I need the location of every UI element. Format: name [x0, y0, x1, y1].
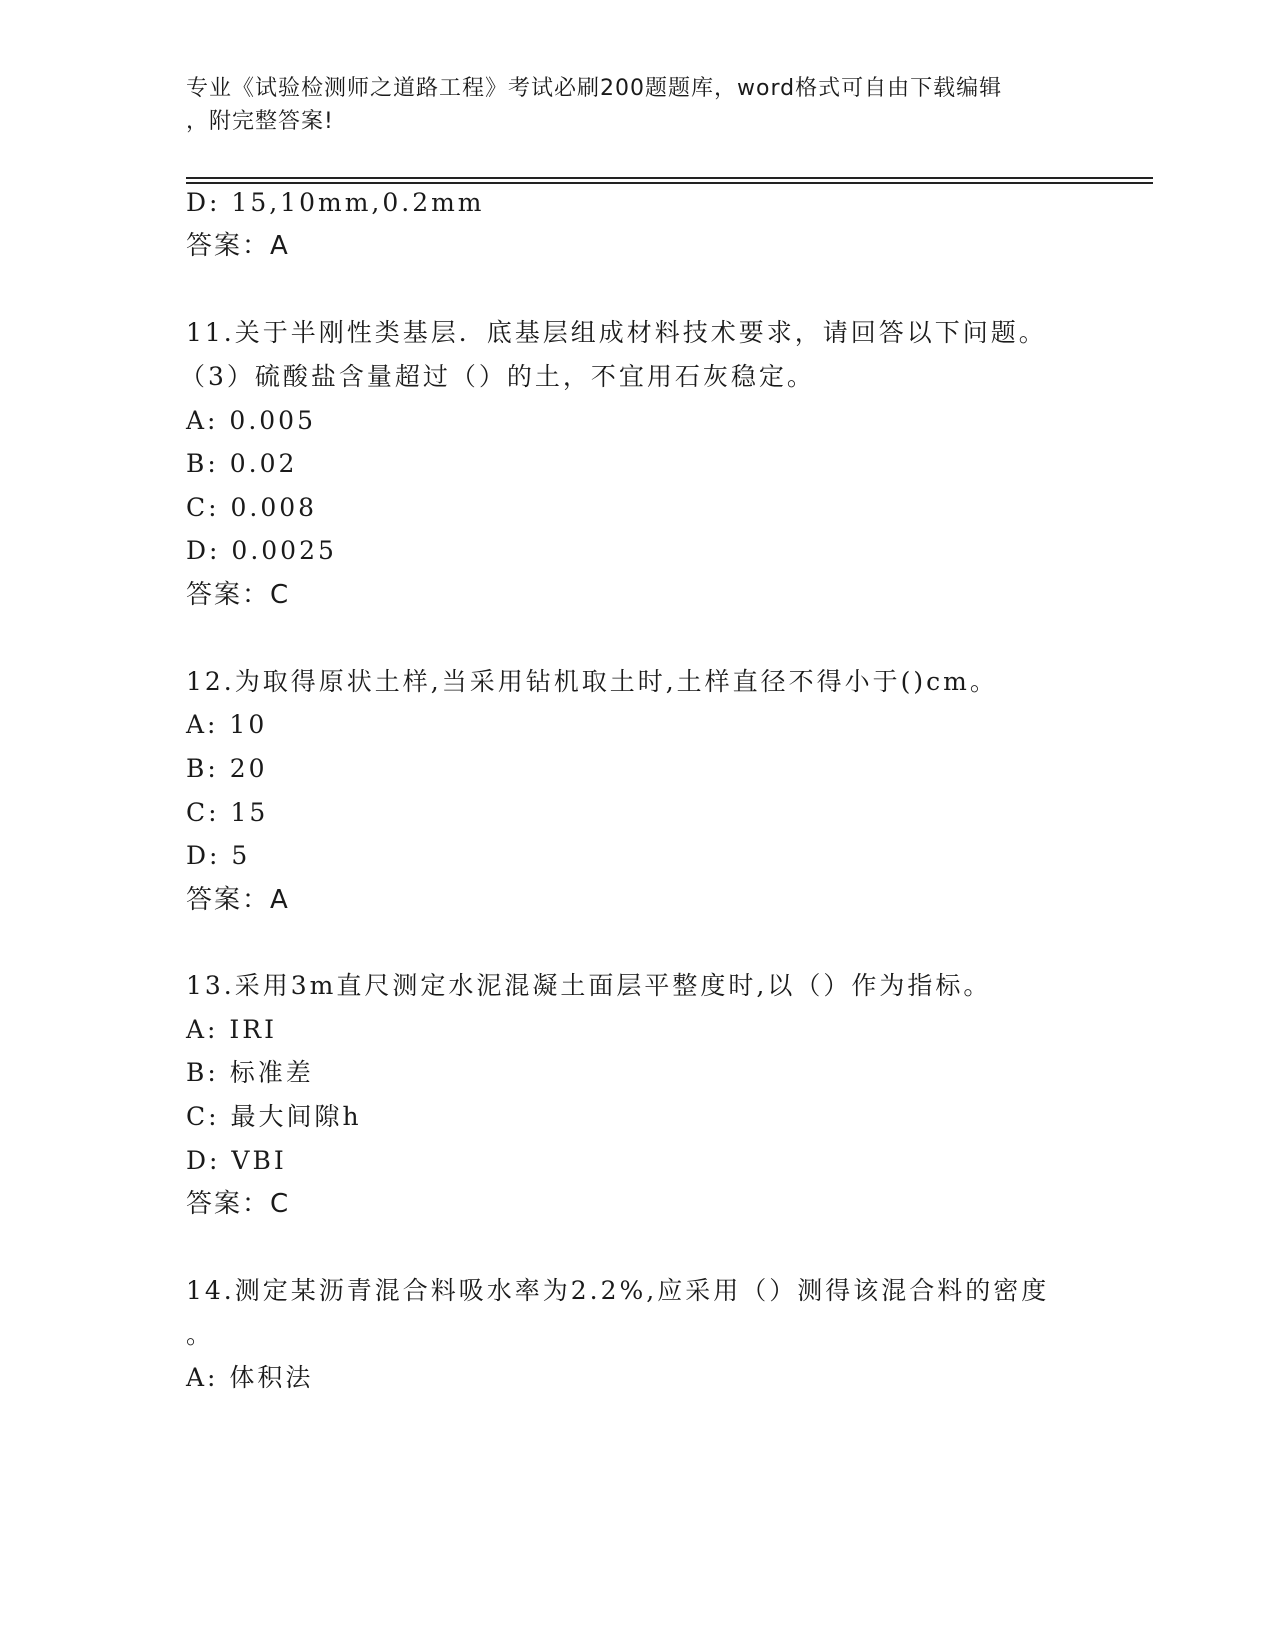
q12-option-c: C: 15	[186, 798, 269, 827]
q12-option-b: B: 20	[186, 754, 268, 783]
q11-stem-line1: 11.关于半刚性类基层．底基层组成材料技术要求，请回答以下问题。	[186, 318, 1047, 347]
q14-option-a: A: 体积法	[186, 1363, 314, 1392]
q12-option-d: D: 5	[186, 841, 251, 870]
q13-stem: 13.采用3m直尺测定水泥混凝土面层平整度时,以（）作为指标。	[186, 971, 992, 1000]
q12-answer: 答案：A	[186, 885, 290, 915]
q11-stem-line2: （3）硫酸盐含量超过（）的土，不宜用石灰稳定。	[180, 362, 815, 391]
q13-option-a: A: IRI	[186, 1015, 277, 1044]
q12-stem: 12.为取得原状土样,当采用钻机取土时,土样直径不得小于()cm。	[186, 667, 998, 696]
header-divider-bottom	[186, 182, 1153, 184]
document-header	[186, 72, 1066, 138]
q12-option-a: A: 10	[186, 710, 268, 739]
q13-answer: 答案：C	[186, 1189, 291, 1219]
q11-option-c: C: 0.008	[186, 493, 318, 522]
q14-stem-line1: 14.测定某沥青混合料吸水率为2.2%,应采用（）测得该混合料的密度	[186, 1276, 1050, 1305]
q11-option-a: A: 0.005	[186, 406, 316, 435]
q13-option-b: B: 标准差	[186, 1058, 314, 1087]
header-title-line2: ，附完整答案!	[186, 109, 334, 134]
q13-option-c: C: 最大间隙h	[186, 1102, 362, 1131]
q11-answer: 答案：C	[186, 580, 291, 610]
q10-answer: 答案：A	[186, 231, 290, 261]
header-divider-top	[186, 177, 1153, 179]
q11-option-d: D: 0.0025	[186, 536, 337, 565]
q10-option-d: D: 15,10mm,0.2mm	[186, 188, 485, 217]
q14-stem-line2: 。	[186, 1320, 215, 1349]
q13-option-d: D: VBI	[186, 1146, 287, 1175]
header-title-line1: 专业《试验检测师之道路工程》考试必刷200题题库，word格式可自由下载编辑	[186, 76, 1003, 101]
q11-option-b: B: 0.02	[186, 449, 298, 478]
